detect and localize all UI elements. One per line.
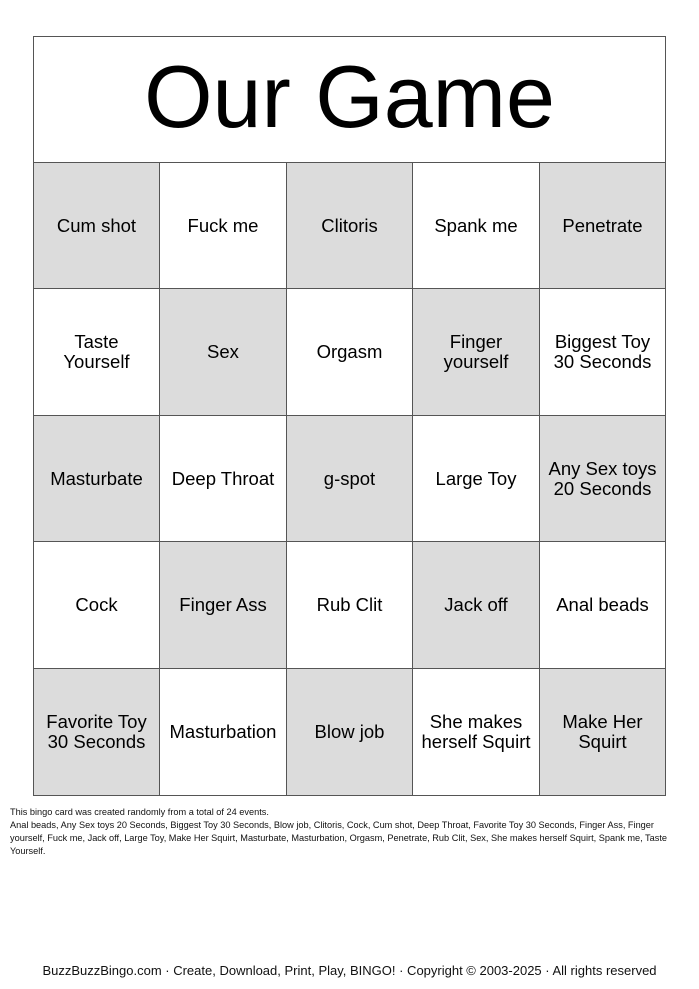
footnote-event-list: Anal beads, Any Sex toys 20 Seconds, Biggest Toy 30 Seconds, Blow job, Clitoris, Cock, Cum shot, Deep Throat, Favorite Toy 30 Seconds, Finger Ass, Finger yourself, Fuck me, Jack off, Large Toy, Make Her Squirt, Masturbate, Masturbation, Orgasm, Penetrate, Rub Clit, Sex, She makes herself Squirt, Spank me, Taste Yourself.	[10, 820, 668, 856]
bingo-cell	[287, 416, 413, 542]
bingo-cell-label: Finger Ass	[179, 594, 267, 615]
bingo-cell-label: Cum shot	[56, 214, 137, 236]
bingo-cell	[160, 163, 287, 289]
card-title: Our Game	[144, 46, 555, 146]
bingo-cell-label: Finger yourself	[443, 331, 509, 372]
bingo-cell	[540, 669, 665, 795]
bingo-cell	[540, 542, 665, 669]
bingo-cell-label: Spank me	[434, 214, 518, 236]
bingo-cell	[34, 416, 160, 542]
bingo-cell-label: Favorite Toy 30 Seconds	[46, 711, 147, 752]
bingo-grid	[34, 163, 665, 795]
bingo-cell	[540, 416, 665, 542]
footnote-summary: This bingo card was created randomly from a total of 24 events.	[10, 807, 269, 817]
bingo-cell	[413, 542, 540, 669]
bingo-cell	[160, 542, 287, 669]
bingo-cell-label: Clitoris	[321, 214, 378, 236]
bingo-cell	[34, 163, 160, 289]
card-title-row	[34, 37, 665, 163]
bingo-cell	[160, 416, 287, 542]
bingo-cell-label: Biggest Toy 30 Seconds	[553, 331, 652, 372]
bingo-cell	[540, 163, 665, 289]
bingo-cell-label: Masturbate	[50, 467, 143, 489]
bingo-cell-label: Large Toy	[435, 467, 517, 489]
bingo-card	[33, 36, 666, 796]
bingo-cell-label: Cock	[75, 594, 118, 615]
bingo-cell-label: Masturbation	[169, 721, 277, 742]
bingo-cell-label: Sex	[207, 341, 239, 362]
bingo-cell	[287, 163, 413, 289]
bingo-cell	[160, 289, 287, 416]
bingo-cell-label: Fuck me	[187, 214, 259, 236]
bingo-cell-label: Penetrate	[562, 214, 643, 236]
bingo-cell	[34, 669, 160, 795]
bingo-cell	[160, 669, 287, 795]
bingo-cell	[413, 289, 540, 416]
bingo-cell-label: Rub Clit	[316, 594, 383, 615]
bingo-cell-label: Make Her Squirt	[562, 711, 643, 752]
bingo-cell-label: Taste Yourself	[63, 331, 130, 372]
bingo-cell	[287, 542, 413, 669]
bingo-cell-label: Orgasm	[316, 341, 383, 362]
bingo-cell-label: Anal beads	[556, 594, 649, 615]
bingo-cell-label: Any Sex toys 20 Seconds	[548, 457, 657, 499]
bingo-cell	[413, 669, 540, 795]
bingo-cell	[413, 163, 540, 289]
bingo-cell-label: Deep Throat	[171, 467, 275, 489]
bingo-cell	[34, 289, 160, 416]
bingo-cell	[287, 289, 413, 416]
site-footer: BuzzBuzzBingo.com · Create, Download, Print, Play, BINGO! · Copyright © 2003-2025 · All rights reserved	[42, 963, 657, 978]
bingo-cell	[540, 289, 665, 416]
bingo-cell-label: She makes herself Squirt	[421, 711, 531, 752]
bingo-cell-label: Blow job	[314, 721, 385, 742]
footnote	[10, 806, 690, 858]
bingo-cell-label: Jack off	[444, 594, 508, 615]
bingo-cell	[34, 542, 160, 669]
bingo-cell	[287, 669, 413, 795]
bingo-cell	[413, 416, 540, 542]
bingo-cell-label: g-spot	[323, 467, 376, 489]
